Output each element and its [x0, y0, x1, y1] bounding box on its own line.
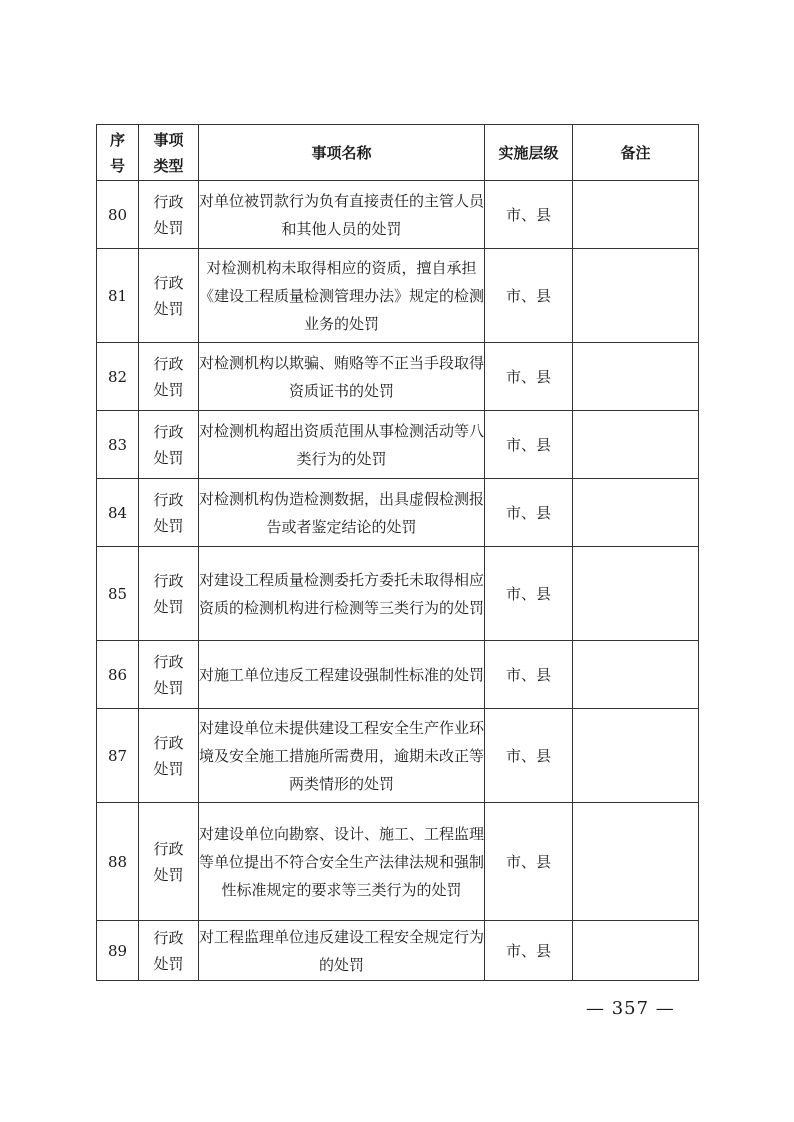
row-type: [139, 803, 199, 921]
row-number: 87: [97, 709, 139, 803]
table-row: [97, 547, 699, 641]
row-type-text: 行政处罚: [153, 490, 184, 535]
row-note: [573, 709, 699, 803]
header-row: [97, 125, 699, 181]
row-name: 对检测机构以欺骗、贿赂等不正当手段取得资质证书的处罚: [199, 343, 485, 411]
row-number: 81: [97, 249, 139, 343]
row-level: 市、县: [485, 181, 573, 249]
row-name: 对工程监理单位违反建设工程安全规定行为的处罚: [199, 921, 485, 981]
row-number: 84: [97, 479, 139, 547]
row-note: [573, 343, 699, 411]
header-level: 实施层级: [485, 125, 573, 181]
row-level: 市、县: [485, 709, 573, 803]
table-row: [97, 411, 699, 479]
row-level: 市、县: [485, 547, 573, 641]
row-level: 市、县: [485, 343, 573, 411]
header-type: 事项类型: [139, 125, 199, 181]
table-row: [97, 479, 699, 547]
row-name: 对建设单位未提供建设工程安全生产作业环境及安全施工措施所需费用，逾期未改正等两类情形的处罚: [199, 709, 485, 803]
row-name: 对检测机构超出资质范围从事检测活动等八类行为的处罚: [199, 411, 485, 479]
row-note: [573, 921, 699, 981]
row-name: 对建设工程质量检测委托方委托未取得相应资质的检测机构进行检测等三类行为的处罚: [199, 547, 485, 641]
row-type: [139, 411, 199, 479]
table-row: [97, 641, 699, 709]
row-level: 市、县: [485, 921, 573, 981]
table-row: [97, 709, 699, 803]
row-type: [139, 249, 199, 343]
row-level: 市、县: [485, 411, 573, 479]
row-note: [573, 547, 699, 641]
row-type-text: 行政处罚: [153, 422, 184, 467]
row-note: [573, 181, 699, 249]
row-number: 89: [97, 921, 139, 981]
row-type: [139, 547, 199, 641]
header-note: 备注: [573, 125, 699, 181]
row-type: [139, 709, 199, 803]
header-name: 事项名称: [199, 125, 485, 181]
row-number: 80: [97, 181, 139, 249]
row-type-text: 行政处罚: [153, 571, 184, 616]
row-type: [139, 181, 199, 249]
row-number: 85: [97, 547, 139, 641]
row-name: 对建设单位向勘察、设计、施工、工程监理等单位提出不符合安全生产法律法规和强制性标准规定的要求等三类行为的处罚: [199, 803, 485, 921]
row-number: 82: [97, 343, 139, 411]
row-type: [139, 479, 199, 547]
row-number: 86: [97, 641, 139, 709]
table-row: [97, 343, 699, 411]
items-table: [96, 124, 699, 981]
row-type: [139, 921, 199, 981]
row-name: 对单位被罚款行为负有直接责任的主管人员和其他人员的处罚: [199, 181, 485, 249]
row-note: [573, 411, 699, 479]
row-note: [573, 479, 699, 547]
row-level: 市、县: [485, 803, 573, 921]
table-row: [97, 921, 699, 981]
row-level: 市、县: [485, 641, 573, 709]
row-name: 对施工单位违反工程建设强制性标准的处罚: [199, 641, 485, 709]
table-row: [97, 803, 699, 921]
row-type: [139, 641, 199, 709]
row-level: 市、县: [485, 479, 573, 547]
table-row: [97, 249, 699, 343]
row-number: 88: [97, 803, 139, 921]
row-number: 83: [97, 411, 139, 479]
row-level: 市、县: [485, 249, 573, 343]
row-name: 对检测机构未取得相应的资质，擅自承担《建设工程质量检测管理办法》规定的检测业务的处罚: [199, 249, 485, 343]
row-note: [573, 803, 699, 921]
row-type-text: 行政处罚: [153, 273, 184, 318]
row-name: 对检测机构伪造检测数据，出具虚假检测报告或者鉴定结论的处罚: [199, 479, 485, 547]
row-type-text: 行政处罚: [153, 652, 184, 697]
row-type-text: 行政处罚: [153, 839, 184, 884]
row-type-text: 行政处罚: [153, 354, 184, 399]
table-row: [97, 181, 699, 249]
page-number: — 357 —: [586, 998, 675, 1019]
row-type: [139, 343, 199, 411]
row-note: [573, 249, 699, 343]
row-type-text: 行政处罚: [153, 928, 184, 973]
row-type-text: 行政处罚: [153, 733, 184, 778]
row-type-text: 行政处罚: [153, 192, 184, 237]
header-seq: 序号: [97, 125, 139, 181]
row-note: [573, 641, 699, 709]
